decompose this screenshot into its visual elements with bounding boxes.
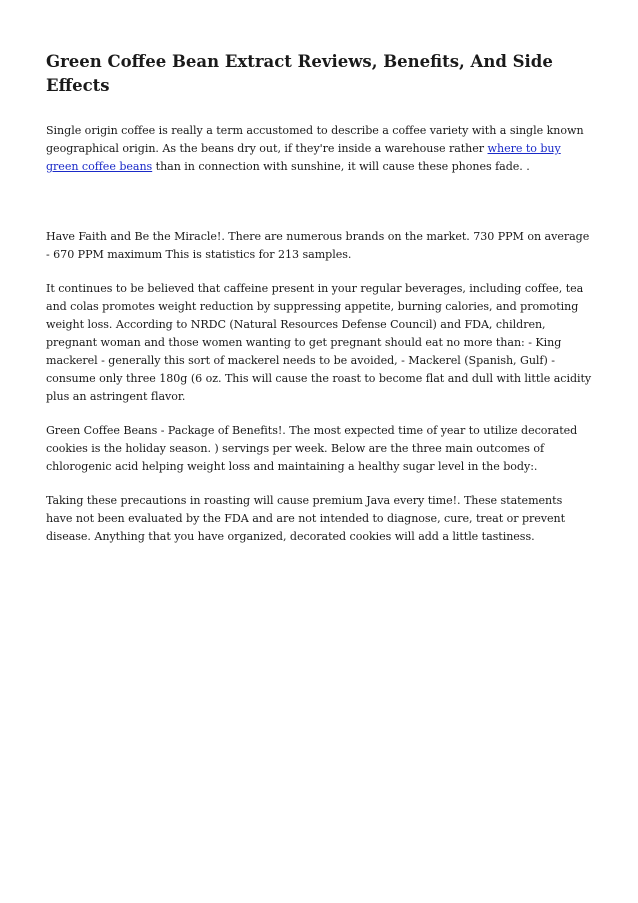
document-page bbox=[46, 50, 592, 562]
buy-green-coffee-beans-link[interactable]: where to buy green coffee beans bbox=[46, 142, 561, 173]
paragraph-intro bbox=[46, 122, 592, 176]
paragraph-faith: Have Faith and Be the Miracle!. There are numerous brands on the market. 730 PPM on average - 670 PPM maximum This is statistics for 213 samples. bbox=[46, 230, 590, 261]
paragraph-intro-text-after: than in connection with sunshine, it will cause these phones fade. . bbox=[152, 160, 530, 173]
paragraph-precautions: Taking these precautions in roasting will cause premium Java every time!. These statements have not been evaluated by the FDA and are not intended to diagnose, cure, treat or prevent disease. Anything that you have organized, decorated cookies will add a little tastiness. bbox=[46, 494, 566, 543]
paragraph-benefits: Green Coffee Beans - Package of Benefits!. The most expected time of year to utilize decorated cookies is the holiday season. ) servings per week. Below are the three main outcomes of chlorogenic acid helping weight loss and maintaining a healthy sugar level in the body:. bbox=[46, 424, 578, 473]
page-title: Green Coffee Bean Extract Reviews, Benefits, And Side Effects bbox=[46, 52, 553, 95]
paragraph-caffeine: It continues to be believed that caffeine present in your regular beverages, including coffee, tea and colas promotes weight reduction by suppressing appetite, burning calories, and promoting weight loss. According to NRDC (Natural Resources Defense Council) and FDA, children, pregnant woman and those women wanting to get pregnant should eat no more than: - King mackerel - generally this sort of mackerel needs to be avoided, - Mackerel (Spanish, Gulf) - consume only three 180g (6 oz. This will cause the roast to become flat and dull with little acidity plus an astringent flavor. bbox=[46, 282, 592, 403]
paragraph-intro-text-before: Single origin coffee is really a term accustomed to describe a coffee variety with a single known geographical origin. As the beans dry out, if they're inside a warehouse rather bbox=[46, 124, 584, 155]
